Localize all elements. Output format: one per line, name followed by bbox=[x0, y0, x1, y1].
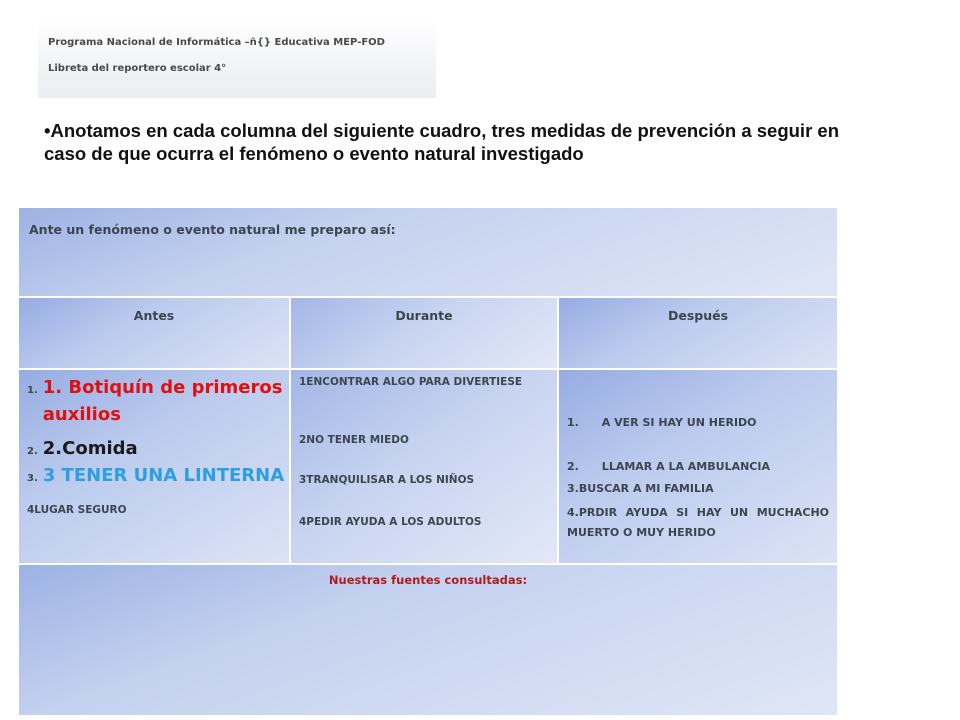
durante-item-4: 4PEDIR AYUDA A LOS ADULTOS bbox=[299, 516, 482, 528]
despues-item-1: 1. A VER SI HAY UN HERIDO bbox=[567, 416, 757, 429]
header-program-line: Programa Nacional de Informática –ñ{} Educativa MEP-FOD bbox=[48, 37, 385, 48]
antes-item-3: 3. 3 TENER UNA LINTERNA bbox=[27, 465, 285, 486]
column-header-despues: Después bbox=[558, 297, 838, 369]
durante-item-1: 1ENCONTRAR ALGO PARA DIVERTIESE bbox=[299, 376, 523, 388]
table-title: Ante un fenómeno o evento natural me preparo así: bbox=[18, 207, 838, 297]
header-notebook-line: Libreta del reportero escolar 4° bbox=[48, 63, 227, 74]
durante-item-2: 2NO TENER MIEDO bbox=[299, 434, 409, 446]
antes-item-1: 1. 1. Botiquín de primeros auxilios bbox=[27, 377, 283, 425]
despues-cell bbox=[558, 369, 838, 564]
header-box bbox=[38, 20, 436, 98]
antes-item-4: 4LUGAR SEGURO bbox=[27, 504, 127, 516]
durante-cell bbox=[290, 369, 558, 564]
instruction-text: •Anotamos en cada columna del siguiente cuadro, tres medidas de prevención a seguir en caso de que ocurra el fenómeno o evento natural investigado bbox=[44, 120, 840, 164]
antes-item-2: 2. 2.Comida bbox=[27, 438, 138, 459]
sources-cell bbox=[18, 564, 838, 716]
sources-label: Nuestras fuentes consultadas: bbox=[328, 573, 528, 587]
despues-item-4: 4.PRDIR AYUDA SI HAY UN MUCHACHO MUERTO O MUY HERIDO bbox=[567, 506, 829, 539]
durante-item-3: 3TRANQUILISAR A LOS NIÑOS bbox=[299, 474, 475, 486]
despues-item-3: 3.BUSCAR A MI FAMILIA bbox=[567, 482, 714, 495]
despues-item-2: 2. LLAMAR A LA AMBULANCIA bbox=[567, 460, 770, 473]
column-header-antes: Antes bbox=[18, 297, 290, 369]
prevention-table bbox=[18, 207, 838, 716]
column-header-durante: Durante bbox=[290, 297, 558, 369]
antes-cell bbox=[18, 369, 290, 564]
